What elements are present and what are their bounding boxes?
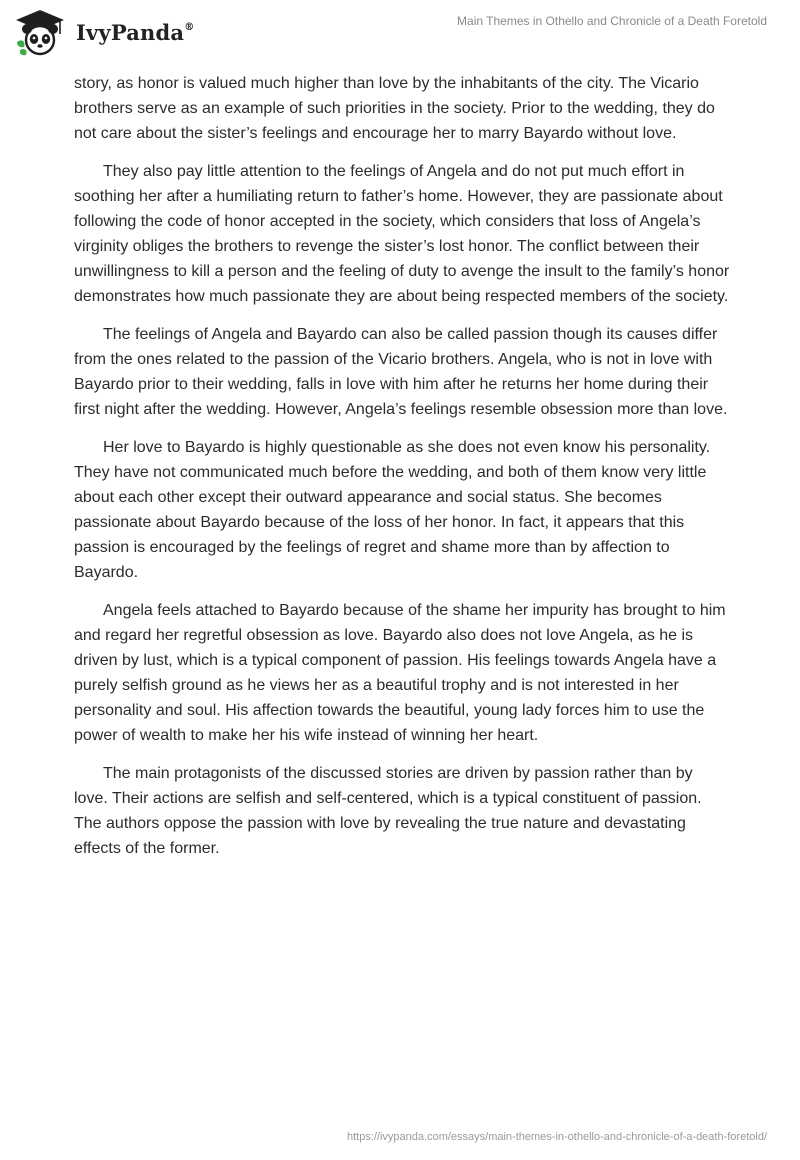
paragraph: story, as honor is valued much higher than love by the inhabitants of the city. The Vicario brothers serve as an example of such priorities in the society. Prior to the wedding, they do not care about the sister’s feelings and encourage her to marry Bayardo without love. (74, 75, 715, 142)
paragraph: They also pay little attention to the feelings of Angela and do not put much effort in soothing her after a humiliating return to father’s home. However, they are passionate about following the code of honor accepted in the society, which considers that loss of Angela’s virginity obliges the brothers to revenge the sister’s lost honor. The conflict between their unwillingness to kill a person and the feeling of duty to avenge the insult to the family’s honor demonstrates how much passionate they are about being respected members of the society. (74, 163, 730, 305)
page-header (0, 0, 800, 70)
essay-body (74, 71, 730, 874)
paragraph: The main protagonists of the discussed stories are driven by passion rather than by love. Their actions are selfish and self-centered, which is a typical constituent of passion. The authors oppose the passion with love by revealing the true nature and devastating effects of the former. (74, 765, 702, 857)
brand-text: IvyPanda (76, 20, 185, 45)
paragraph: The feelings of Angela and Bayardo can also be called passion though its causes differ from the ones related to the passion of the Vicario brothers. Angela, who is not in love with Bayardo prior to their wedding, falls in love with him after he returns her home during their first night after the wedding. However, Angela’s feelings resemble obsession more than love. (74, 326, 728, 418)
paragraph: Her love to Bayardo is highly questionable as she does not even know his personality. They have not communicated much before the wedding, and both of them know very little about each other except their outward appearance and social status. She becomes passionate about Bayardo because of the loss of her honor. In fact, it appears that this passion is encouraged by the feelings of regret and shame more than by affection to Bayardo. (74, 439, 711, 581)
paragraph: Angela feels attached to Bayardo because of the shame her impurity has brought to him and regard her regretful obsession as love. Bayardo also does not love Angela, as he is driven by lust, which is a typical component of passion. His feelings towards Angela have a purely selfish ground as he views her as a beautiful trophy and is not interested in her personality and soul. His affection towards the beautiful, young lady forces him to use the power of wealth to make her his wife instead of winning her heart. (74, 602, 726, 744)
ivypanda-logo-icon[interactable] (14, 8, 66, 58)
brand-name[interactable] (76, 20, 194, 45)
registered-mark: ® (184, 22, 195, 33)
source-url-link[interactable]: https://ivypanda.com/essays/main-themes-in-othello-and-chronicle-of-a-death-foretold/ (346, 1131, 767, 1143)
document-title: Main Themes in Othello and Chronicle of a Death Foretold (457, 14, 767, 28)
